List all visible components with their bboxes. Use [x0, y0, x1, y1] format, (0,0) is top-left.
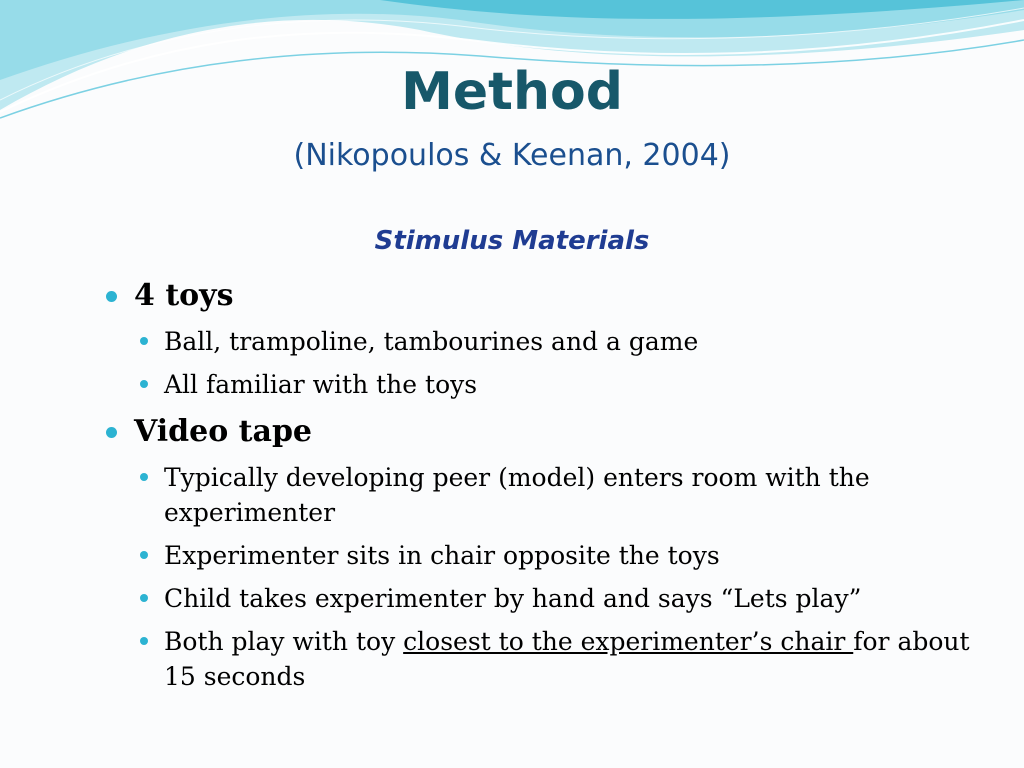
bullet-item-toys [104, 278, 984, 314]
section-heading: Stimulus Materials [374, 226, 650, 256]
sub-bullet-item [104, 367, 984, 402]
sub-bullet-text-prefix: Both play with toy [164, 627, 404, 656]
bullet-icon [140, 594, 148, 602]
sub-bullet-text: Child takes experimenter by hand and says “Lets play” [164, 584, 862, 613]
sub-bullet-item [104, 460, 984, 530]
bullet-list [104, 278, 984, 702]
sub-bullet-text: Ball, trampoline, tambourines and a game [164, 327, 699, 356]
bullet-icon [140, 380, 148, 388]
bullet-item-video-tape [104, 414, 984, 450]
sub-bullet-item [104, 324, 984, 359]
bullet-icon [106, 291, 117, 302]
bullet-label: Video tape [134, 414, 313, 449]
bullet-icon [140, 551, 148, 559]
sub-bullet-text-underlined: closest to the experimenter’s chair [403, 627, 854, 656]
sub-bullet-text-suffix: for about 15 seconds [164, 627, 970, 691]
sub-bullet-item [104, 581, 984, 616]
bullet-icon [140, 473, 148, 481]
sub-bullet-text: Typically developing peer (model) enters room with the experimenter [164, 463, 870, 527]
sub-bullet-item [104, 538, 984, 573]
bullet-label: 4 toys [134, 278, 234, 313]
slide-title: Method [401, 62, 623, 122]
slide-subtitle: (Nikopoulos & Keenan, 2004) [293, 138, 731, 173]
sub-bullet-text: Experimenter sits in chair opposite the toys [164, 541, 720, 570]
bullet-icon [140, 337, 148, 345]
sub-bullet-item [104, 624, 984, 694]
bullet-icon [140, 637, 148, 645]
bullet-icon [106, 427, 117, 438]
sub-bullet-text: All familiar with the toys [164, 370, 478, 399]
